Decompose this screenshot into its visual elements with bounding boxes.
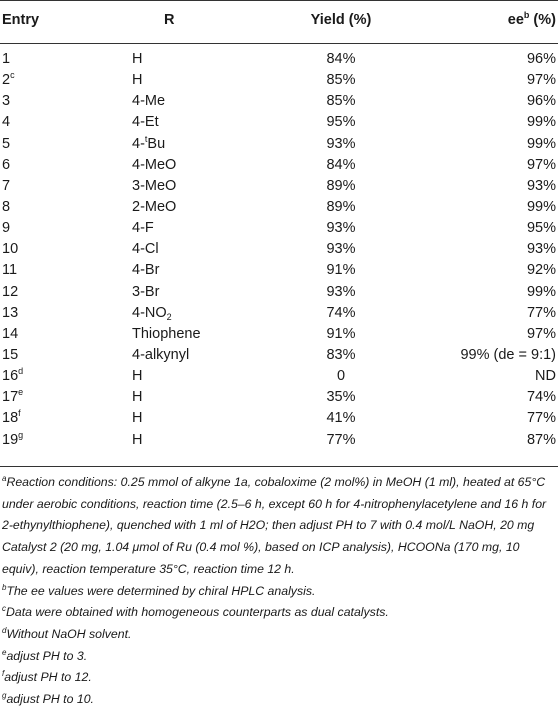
cell-r [132,324,201,345]
entry-number: 4 [2,114,11,131]
cell-yield: 93% [326,135,356,152]
cell-r [132,282,159,303]
table-row [0,176,558,197]
table-row [0,366,558,387]
table-body [0,49,558,451]
footnote-text: The ee values were determined by chiral HPLC analysis. [6,583,316,598]
footnote-text: Data were obtained with homogeneous counterparts as dual catalysts. [6,605,389,620]
cell-ee: 74% [526,389,556,406]
cell-entry [2,324,18,345]
header-r: R [164,12,175,28]
cell-r [132,260,159,281]
bottom-rule [0,466,558,467]
cell-yield: 84% [326,51,356,67]
cell-r [132,112,159,133]
entry-number: 19 [2,431,19,448]
entry-number: 13 [2,304,19,321]
table-row [0,70,558,91]
cell-ee: 92% [526,262,556,279]
cell-entry [2,218,10,239]
r-substituent: Thiophene [132,325,201,342]
footnote-mark: b [2,582,7,592]
header-rule [0,43,558,44]
r-substituent: H [132,410,143,427]
footnote [2,667,556,689]
cell-r [132,239,159,260]
entry-footnote-mark: e [18,387,24,398]
footnote-mark: g [2,691,7,701]
header-ee-label: ee [507,12,524,28]
cell-ee: 99% [526,135,556,152]
cell-ee: 95% [526,220,556,237]
cell-ee: 97% [526,325,556,342]
r-superscript: t [144,133,148,144]
table-row [0,91,558,112]
cell-entry [2,70,15,91]
r-substituent: H [132,368,143,385]
footnote-text: adjust PH to 12. [4,670,92,685]
cell-entry [2,197,10,218]
footnote-text: adjust PH to 10. [6,692,94,707]
cell-yield: 77% [326,431,356,448]
cell-r [132,303,172,324]
cell-r [132,91,165,112]
cell-entry [2,366,23,387]
r-substituent: 4-NO [132,304,167,321]
r-substituent-rest: Bu [147,135,166,152]
cell-r [132,430,142,451]
cell-yield: 93% [326,241,356,258]
cell-entry [2,239,18,260]
cell-ee: ND [535,368,556,385]
top-rule [0,0,558,1]
entry-number: 3 [2,93,11,110]
cell-ee: 97% [526,156,556,173]
cell-ee: 99% [526,114,556,131]
cell-ee: 93% [526,177,556,194]
footnote-mark: d [2,625,7,635]
cell-r [132,134,165,155]
footnote-mark: c [2,604,6,614]
cell-ee: 99% (de = 9:1) [460,346,556,363]
table-row [0,155,558,176]
table-row [0,49,558,70]
cell-r [132,387,142,408]
cell-r [132,218,154,239]
table-row [0,134,558,155]
r-substituent: H [132,51,143,67]
table-row [0,197,558,218]
footnote-mark: e [2,647,7,657]
table-row [0,408,558,429]
entry-number: 15 [2,346,19,363]
entry-number: 7 [2,177,11,194]
cell-entry [2,91,10,112]
header-ee-footnote-mark: b [523,10,530,20]
entry-number: 11 [2,262,18,279]
header-ee [508,10,556,30]
footnote [2,689,556,711]
entry-footnote-mark: f [18,408,21,419]
cell-yield: 93% [326,283,356,300]
table-row [0,303,558,324]
cell-entry [2,155,10,176]
table-row [0,430,558,451]
cell-yield: 93% [326,220,356,237]
cell-r [132,155,176,176]
cell-yield: 91% [326,262,356,279]
cell-entry [2,408,21,429]
footnote [2,624,556,646]
entry-number: 6 [2,156,11,173]
r-substituent: H [132,389,143,406]
r-substituent: 4-Me [132,93,166,110]
table-row [0,324,558,345]
cell-ee: 96% [526,93,556,110]
r-substituent: 4-Et [132,114,159,131]
cell-yield: 95% [326,114,356,131]
cell-r [132,366,142,387]
cell-r [132,176,176,197]
entry-number: 9 [2,220,11,237]
entry-footnote-mark: g [18,429,24,440]
cell-ee: 96% [526,51,556,67]
entry-number: 16 [2,368,19,385]
cell-yield: 89% [326,198,356,215]
cell-yield: 91% [326,325,356,342]
r-substituent: 4-Br [132,262,160,279]
footnote-text: adjust PH to 3. [6,648,88,663]
footnote [2,646,556,668]
cell-yield: 83% [326,346,356,363]
footnote-text: Reaction conditions: 0.25 mmol of alkyne 1a, cobaloxime (2 mol%) in MeOH (1 ml), heated at 65°C under aerobic conditions, reaction time (2.5–6 h, except 60 h for 4-nitrophenylacetylene and 16 h for 2-ethynylthiophene), quenched with 1 ml of H2O; then adjust PH to 7 with 0.4 mol/L NaOH, 20 mg Catalyst 2 (20 mg, 1.04 μmol of Ru (0.4 mol %), based on ICP analysis), HCOONa (170 mg, 10 equiv), reaction temperature 35°C, reaction time 12 h. [2,475,547,576]
cell-r [132,49,142,70]
entry-number: 1 [2,51,11,67]
cell-ee: 99% [526,198,556,215]
entry-number: 14 [2,325,19,342]
cell-r [132,345,189,366]
footnote [2,602,556,624]
cell-yield: 84% [326,156,356,173]
cell-r [132,197,176,218]
entry-footnote-mark: c [10,70,15,81]
r-substituent: 4-MeO [132,156,177,173]
cell-entry [2,430,23,451]
cell-entry [2,303,18,324]
header-entry: Entry [2,12,40,28]
cell-r [132,70,142,91]
cell-yield: 85% [326,72,356,89]
cell-ee: 97% [526,72,556,89]
cell-yield: 85% [326,93,356,110]
table-row [0,218,558,239]
entry-number: 17 [2,389,19,406]
footnote [2,581,556,603]
cell-r [132,408,142,429]
cell-yield: 89% [326,177,356,194]
r-substituent: 2-MeO [132,198,177,215]
cell-entry [2,176,10,197]
entry-number: 8 [2,198,11,215]
cell-entry [2,49,10,70]
cell-entry [2,387,23,408]
r-substituent: 3-Br [132,283,160,300]
cell-entry [2,134,10,155]
table-row [0,387,558,408]
cell-entry [2,112,10,133]
header-ee-unit: (%) [529,12,556,28]
footnote [2,472,556,581]
footnote-mark: f [2,669,5,679]
cell-entry [2,260,17,281]
entry-number: 2 [2,72,11,89]
table-row [0,260,558,281]
r-substituent: 4-Cl [132,241,159,258]
cell-yield: 41% [326,410,356,427]
r-substituent: 4- [132,135,145,152]
table-row [0,282,558,303]
entry-number: 10 [2,241,19,258]
table-row [0,239,558,260]
cell-yield: 74% [326,304,356,321]
footnote-mark: a [2,474,7,483]
r-substituent: 4-F [132,220,154,237]
cell-entry [2,282,18,303]
table-row [0,345,558,366]
r-substituent: H [132,72,143,89]
r-substituent: H [132,431,143,448]
r-subscript: 2 [166,311,172,322]
cell-yield: 0 [336,368,346,385]
header-yield: Yield (%) [310,12,372,28]
footnotes [2,472,556,711]
cell-ee: 77% [526,304,556,321]
r-substituent: 3-MeO [132,177,177,194]
cell-ee: 99% [526,283,556,300]
footnote-text: Without NaOH solvent. [6,626,132,641]
entry-number: 5 [2,135,11,152]
entry-number: 18 [2,410,19,427]
cell-ee: 93% [526,241,556,258]
entry-number: 12 [2,283,19,300]
cell-yield: 35% [326,389,356,406]
cell-entry [2,345,18,366]
table-row [0,112,558,133]
cell-ee: 77% [526,410,556,427]
r-substituent: 4-alkynyl [132,346,190,363]
cell-ee: 87% [526,431,556,448]
entry-footnote-mark: d [18,366,24,377]
